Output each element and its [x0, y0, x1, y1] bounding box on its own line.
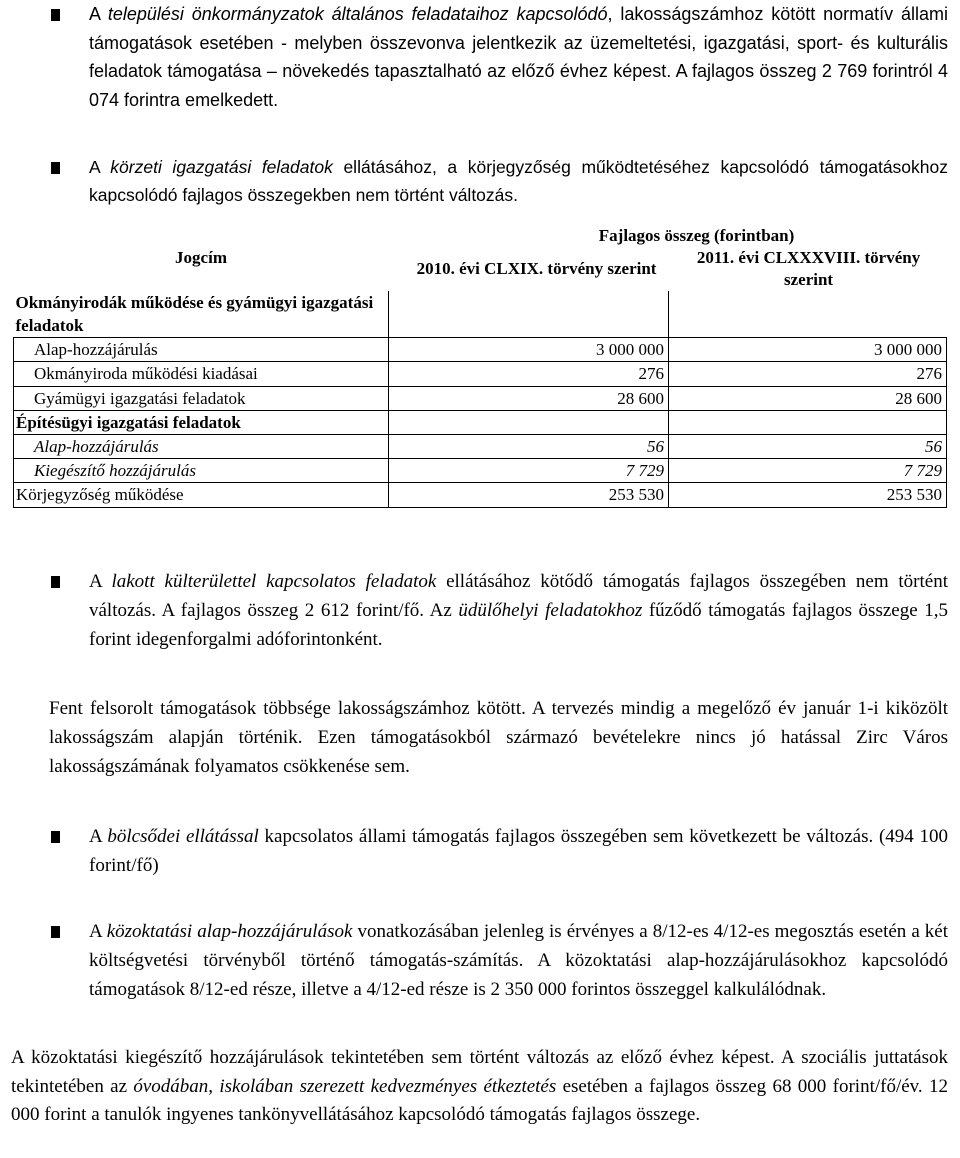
row-value-2011: 276 — [669, 362, 947, 386]
table-section-row — [14, 291, 947, 338]
table-row — [14, 459, 947, 483]
paragraph-4 — [0, 694, 960, 781]
paragraph-text — [89, 567, 948, 654]
row-label: Okmányiroda működési kiadásai — [14, 362, 389, 386]
row-value-2011: 7 729 — [669, 459, 947, 483]
bullet-paragraph-5 — [0, 822, 960, 880]
row-value-2010: 276 — [389, 362, 669, 386]
row-value-2011: 3 000 000 — [669, 338, 947, 362]
paragraph-text — [89, 0, 948, 114]
row-label: Alap-hozzájárulás — [14, 435, 389, 459]
row-label: Kiegészítő hozzájárulás — [14, 459, 389, 483]
text-run: ellátásához, a körjegyzőség működtetéséhez kapcsolódó támogatásokhoz kapcsolódó fajlagos összegekben nem történt változás. — [89, 157, 948, 205]
header-2010 — [389, 247, 669, 291]
header-2010-text: 2010. évi CLXIX. törvény szerint — [416, 259, 657, 279]
header-jogcim: Jogcím — [175, 248, 227, 267]
bullet-paragraph-3 — [0, 567, 960, 654]
text-run: A — [89, 157, 111, 177]
header-2011 — [669, 247, 947, 291]
emphasis-text: üdülőhelyi feladatokhoz — [458, 600, 643, 621]
table-row — [14, 362, 947, 386]
row-value-2010: 3 000 000 — [389, 338, 669, 362]
paragraph-text — [11, 1044, 948, 1130]
row-value-2010: 7 729 — [389, 459, 669, 483]
table-row — [14, 338, 947, 362]
table-cell — [669, 410, 947, 434]
text-run: , lakosságszámhoz kötött normatív állami támogatások esetében - melyben összevonva jelentkezik az üzemeltetési, igazgatási, sport- és kulturális feladatok támogatása – növekedés tapasztalható az előző évhez képest. A fajlagos összeg 2 769 forintról 4 074 forintra emelkedett. — [89, 4, 949, 110]
bullet-paragraph-1 — [0, 0, 960, 114]
row-value-2010: 253 530 — [389, 483, 669, 507]
row-label: Körjegyzőség működése — [14, 483, 389, 507]
table-row — [14, 435, 947, 459]
emphasis-text: bölcsődei ellátással — [107, 826, 259, 847]
bullet-paragraph-2 — [0, 153, 960, 209]
paragraph-text — [89, 917, 948, 1004]
row-label: Alap-hozzájárulás — [14, 338, 389, 362]
row-value-2011: 56 — [669, 435, 947, 459]
row-value-2010: 28 600 — [389, 386, 669, 410]
row-value-2010: 56 — [389, 435, 669, 459]
support-table — [13, 224, 947, 508]
header-group: Fajlagos összeg (forintban) — [598, 226, 795, 245]
text-run: A közoktatási kiegészítő hozzájárulások tekintetében sem történt változás az előző évhez képest. A szociális juttatások tekintetében az — [11, 1047, 948, 1097]
section-title: Okmányirodák működése és gyámügyi igazgatási feladatok — [14, 291, 389, 338]
emphasis-text: óvodában, iskolában szerezett kedvezményes étkeztetés — [133, 1075, 557, 1097]
table-section-row — [14, 410, 947, 434]
emphasis-text: közoktatási alap-hozzájárulások — [106, 921, 353, 942]
emphasis-text: települési önkormányzatok általános feladataihoz kapcsolódó — [107, 4, 608, 24]
text-run: esetében a fajlagos összeg 68 000 forint/fő/év. 12 000 forint a tanulók ingyenes tankönyvellátásához kapcsolódó támogatás fajlagos összege. — [11, 1075, 948, 1125]
table-cell — [389, 291, 669, 338]
bullet-paragraph-6 — [0, 917, 960, 1004]
emphasis-text: lakott külterülettel kapcsolatos feladatok — [111, 571, 437, 592]
table-cell — [669, 291, 947, 338]
row-value-2011: 253 530 — [669, 483, 947, 507]
text-run: A — [89, 826, 108, 847]
table-row — [14, 483, 947, 507]
table-header-row — [14, 224, 947, 247]
row-value-2011: 28 600 — [669, 386, 947, 410]
emphasis-text: körzeti igazgatási feladatok — [110, 157, 333, 177]
section-title: Építésügyi igazgatási feladatok — [14, 410, 389, 434]
text-run: kapcsolatos állami támogatás fajlagos összegében sem következett be változás. (494 100 forint/fő) — [89, 826, 949, 876]
row-label: Gyámügyi igazgatási feladatok — [14, 386, 389, 410]
text-run: ellátásához kötődő támogatás fajlagos összegében nem történt változás. A fajlagos összeg 2 612 forint/fő. Az — [89, 571, 948, 621]
text-run: A — [89, 921, 107, 942]
header-2011-text: 2011. évi CLXXXVIII. törvény szerint — [696, 248, 921, 290]
text-run: A — [89, 4, 108, 24]
paragraph-text — [89, 822, 948, 880]
text-run: fűződő támogatás fajlagos összege 1,5 forint idegenforgalmi adóforintonként. — [89, 600, 948, 650]
paragraph-text: Fent felsorolt támogatások többsége lakosságszámhoz kötött. A tervezés mindig a megelőző év január 1-i kiközölt lakosságszám alapján történik. Ezen támogatásokból származó bevételekre nincs jó hatással Zirc Város lakosságszámának folyamatos csökkenése sem. — [49, 698, 948, 777]
table-cell — [389, 410, 669, 434]
paragraph-text — [89, 153, 948, 209]
paragraph-7 — [0, 1044, 960, 1130]
text-run: A — [89, 571, 112, 592]
table-row — [14, 386, 947, 410]
text-run: vonatkozásában jelenleg is érvényes a 8/12-es 4/12-es megosztás esetén a két költségvetési törvényből történő támogatás-számítás. A közoktatási alap-hozzájárulásokhoz kapcsolódó támogatások 8/12-ed része, illetve a 4/12-ed része is 2 350 000 forintos összeggel kalkulálódnak. — [89, 921, 948, 1000]
